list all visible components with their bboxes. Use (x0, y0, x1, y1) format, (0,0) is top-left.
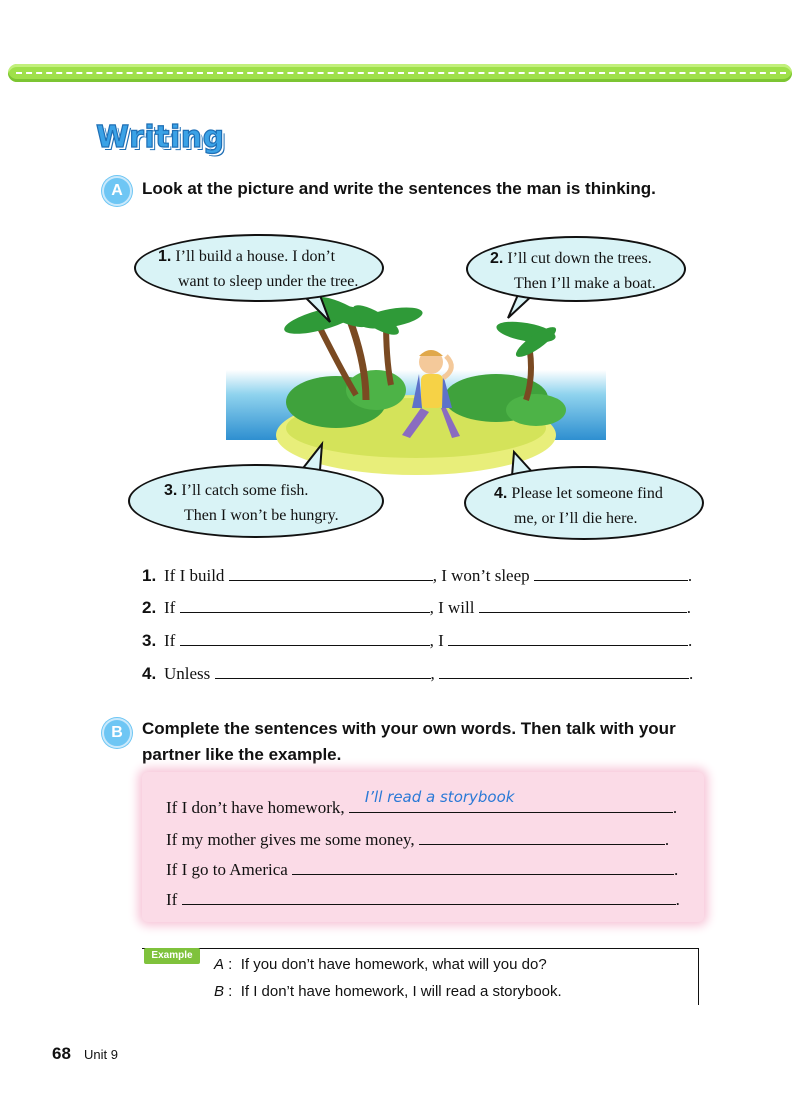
completion-1-blank[interactable] (349, 788, 673, 813)
bubble-2-line1: I’ll cut down the trees. (507, 250, 652, 267)
example-b-speaker: B (214, 983, 225, 1000)
fill-line-4-end: . (689, 664, 694, 683)
fill-line-3-start: If (164, 631, 176, 650)
completion-4-prompt: If (166, 890, 178, 909)
fill-line-2-end: . (686, 598, 691, 617)
fill-line-3-end: . (688, 631, 693, 650)
completion-1-answer: I’ll read a storybook (364, 788, 515, 806)
bubble-3-number: 3. (164, 482, 178, 499)
fill-line-1-mid: , I won’t sleep (432, 566, 530, 585)
section-a-instruction: Look at the picture and write the sentences the man is thinking. (142, 179, 656, 198)
fill-line-1-blank-b[interactable] (534, 564, 688, 581)
fill-line-2 (142, 596, 691, 622)
fill-line-4-number: 4. (142, 664, 157, 683)
fill-line-3-blank-b[interactable] (448, 629, 688, 646)
fill-line-4-blank-b[interactable] (439, 662, 689, 679)
fill-line-3-number: 3. (142, 631, 157, 650)
fill-line-4-mid: , (430, 664, 435, 683)
bubble-4-line2: me, or I’ll die here. (514, 510, 638, 527)
fill-line-2-mid: , I will (429, 598, 475, 617)
completion-row-4 (166, 888, 680, 910)
bubble-3-line2: Then I won’t be hungry. (184, 507, 339, 524)
fill-line-4-blank-a[interactable] (215, 662, 431, 679)
bubble-1-line2: want to sleep under the tree. (178, 273, 359, 290)
fill-line-3-blank-a[interactable] (180, 629, 430, 646)
fill-line-4 (142, 662, 693, 688)
bubble-4-number: 4. (494, 485, 508, 502)
completion-row-1 (166, 788, 678, 818)
completion-2-blank[interactable] (419, 828, 665, 845)
completion-row-2 (166, 828, 669, 850)
completion-row-3 (166, 858, 678, 880)
page-title: Writing (96, 120, 225, 155)
completion-3-end: . (674, 860, 679, 879)
thought-bubble-3 (128, 464, 384, 538)
completion-box (142, 772, 704, 922)
fill-line-2-blank-a[interactable] (180, 596, 430, 613)
fill-line-1-start: If I build (164, 566, 225, 585)
page-number: 68 (52, 1044, 71, 1063)
thought-bubble-1 (134, 234, 384, 302)
fill-line-1 (142, 564, 692, 590)
fill-line-2-start: If (164, 598, 176, 617)
bubble-2-number: 2. (490, 250, 504, 267)
completion-2-prompt: If my mother gives me some money, (166, 830, 415, 849)
completion-2-end: . (664, 830, 670, 849)
bubble-2-line2: Then I’ll make a boat. (514, 275, 656, 292)
section-a-badge: A (102, 176, 132, 206)
completion-4-end: . (675, 890, 680, 909)
fill-line-2-number: 2. (142, 598, 157, 617)
thought-bubble-2 (466, 236, 686, 302)
fill-line-1-end: . (687, 566, 693, 585)
example-a-speaker: A (214, 956, 225, 973)
completion-4-blank[interactable] (182, 888, 676, 905)
completion-1-prompt: If I don’t have homework, (166, 798, 345, 817)
example-line-b: B : If I don’t have homework, I will read a storybook. (214, 983, 562, 1000)
example-tag: Example (144, 948, 200, 964)
example-a-text: If you don’t have homework, what will you do? (240, 956, 547, 973)
fill-line-3-mid: , I (429, 631, 444, 650)
example-b-text: If I don’t have homework, I will read a storybook. (240, 983, 562, 1000)
completion-3-blank[interactable] (292, 858, 674, 875)
section-b-instruction-1: Complete the sentences with your own words. Then talk with your (142, 719, 676, 738)
unit-label: Unit 9 (84, 1047, 118, 1062)
fill-line-2-blank-b[interactable] (479, 596, 687, 613)
bubble-3-line1: I’ll catch some fish. (181, 482, 309, 499)
completion-3-prompt: If I go to America (166, 860, 288, 879)
fill-line-3 (142, 629, 692, 655)
bubble-1-line1: I’ll build a house. I don’t (175, 248, 336, 265)
thought-bubble-4 (464, 466, 704, 540)
fill-line-1-blank-a[interactable] (229, 564, 433, 581)
fill-line-4-start: Unless (164, 664, 211, 683)
bubble-4-line1: Please let someone find (511, 485, 663, 502)
section-b-badge: B (102, 718, 132, 748)
fill-line-1-number: 1. (142, 566, 157, 585)
completion-1-end: . (672, 798, 678, 817)
section-b-instruction-2: partner like the example. (142, 745, 342, 764)
example-line-a: A : If you don’t have homework, what will you do? (214, 956, 547, 973)
bubble-1-number: 1. (158, 248, 172, 265)
